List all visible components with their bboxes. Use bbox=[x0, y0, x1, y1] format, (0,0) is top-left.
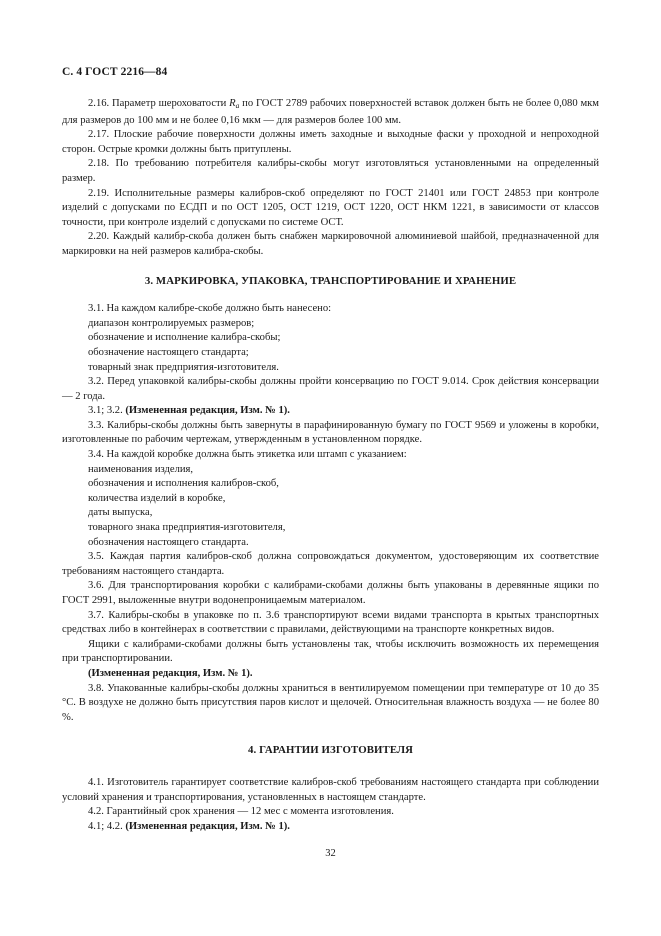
paragraph-3-5: 3.5. Каждая партия калибров-скоб должна сопровождаться документом, удостоверяющим их соответствие требованиям настоящего стандарта. bbox=[62, 551, 599, 577]
list-item: наименования изделия, bbox=[88, 463, 194, 475]
paragraph-4-1: 4.1. Изготовитель гарантирует соответствие калибров-скоб требованиям настоящего стандарта при соблюдении условий хранения и транспортирования, установленных в настоящем стандарте. bbox=[62, 776, 599, 803]
list-item: товарный знак предприятия-изготовителя. bbox=[88, 361, 279, 373]
paragraph-2-18: 2.18. По требованию потребителя калибры-скобы могут изготовляться установленными на определенный размер. bbox=[62, 158, 599, 184]
paragraph-3-6: 3.6. Для транспортирования коробки с калибрами-скобами должны быть упакованы в деревянные ящики по ГОСТ 2991, выложенные внутри водонепроницаемым материалом. bbox=[62, 580, 599, 606]
paragraph-2-16 bbox=[62, 97, 599, 128]
amendment-note-bold: (Измененная редакция, Изм. № 1). bbox=[125, 820, 290, 832]
paragraph-3-7-continued: Ящики с калибрами-скобами должны быть установлены так, чтобы исключить возможность их перемещения при транспортировании. bbox=[62, 638, 599, 665]
list-item: товарного знака предприятия-изготовителя, bbox=[88, 522, 286, 534]
paragraph-3-3: 3.3. Калибры-скобы должны быть завернуты в парафинированную бумагу по ГОСТ 9569 и уложены в коробки, изготовленные по рабочим чертежам, утвержденным в установленном порядке. bbox=[62, 419, 599, 446]
roughness-symbol bbox=[229, 98, 239, 109]
amendment-note-3-7: (Измененная редакция, Изм. № 1). bbox=[88, 667, 253, 679]
amendment-note-prefix: 4.1; 4.2. bbox=[88, 820, 126, 832]
amendment-note-prefix: 3.1; 3.2. bbox=[88, 405, 126, 417]
page-number: 32 bbox=[325, 848, 336, 859]
document-body bbox=[62, 97, 599, 834]
amendment-note-4-1-4-2 bbox=[62, 820, 599, 835]
list-item: даты выпуска, bbox=[88, 507, 153, 519]
roughness-symbol-sub: a bbox=[235, 101, 240, 110]
amendment-note-3-1-3-2 bbox=[62, 404, 599, 419]
paragraph-2-19: 2.19. Исполнительные размеры калибров-скоб определяют по ГОСТ 21401 или ГОСТ 24853 при контроле изделий с допусками по ЕСДП и по ОСТ 1205, ОСТ 1219, ОСТ 1220, ОСТ НКМ 1221, в зависимости от классов точности, при контроле изделий с допусками по системе ОСТ. bbox=[62, 187, 599, 228]
paragraph-2-16-text-b: по ГОСТ 2789 рабочих поверхностей вставок должен быть не более 0,080 мкм для размеров до 100 мм и не более 0,16 мкм — для размеров более 100 мм. bbox=[62, 98, 599, 126]
paragraph-4-2: 4.2. Гарантийный срок хранения — 12 мес с момента изготовления. bbox=[88, 806, 394, 818]
list-item: диапазон контролируемых размеров; bbox=[88, 317, 255, 329]
list-item: обозначение настоящего стандарта; bbox=[88, 346, 249, 358]
list-item: обозначения и исполнения калибров-скоб, bbox=[88, 478, 279, 490]
amendment-note-bold: (Измененная редакция, Изм. № 1). bbox=[125, 405, 290, 417]
paragraph-3-1: 3.1. На каждом калибре-скобе должно быть нанесено: bbox=[88, 303, 332, 315]
roughness-symbol-r: R bbox=[229, 98, 236, 109]
paragraph-2-17: 2.17. Плоские рабочие поверхности должны иметь заходные и выходные фаски у проходной и непроходной сторон. Острые кромки должны быть притуплены. bbox=[62, 129, 599, 155]
list-item: количества изделий в коробке, bbox=[88, 492, 226, 504]
page-header: С. 4 ГОСТ 2216—84 bbox=[62, 66, 168, 78]
section-3-title: 3. МАРКИРОВКА, УПАКОВКА, ТРАНСПОРТИРОВАНИЕ И ХРАНЕНИЕ bbox=[144, 274, 517, 287]
paragraph-3-8: 3.8. Упакованные калибры-скобы должны храниться в вентилируемом помещении при температуре от 10 до 35 °С. В воздухе не должно быть присутствия паров кислот и щелочей. Относительная влажность воздуха — не более 80 %. bbox=[62, 682, 599, 723]
paragraph-3-2: 3.2. Перед упаковкой калибры-скобы должны пройти консервацию по ГОСТ 9.014. Срок действия консервации — 2 года. bbox=[62, 376, 599, 402]
paragraph-3-7: 3.7. Калибры-скобы в упаковке по п. 3.6 транспортируют всеми видами транспорта в крытых транспортных средствах либо в контейнерах в соответствии с правилами, действующими на транспорте конкретных видов. bbox=[62, 609, 599, 636]
paragraph-2-16-text-a: 2.16. Параметр шероховатости bbox=[88, 98, 230, 109]
section-4-title: 4. ГАРАНТИИ ИЗГОТОВИТЕЛЯ bbox=[247, 744, 414, 757]
paragraph-3-4: 3.4. На каждой коробке должна быть этикетка или штамп с указанием: bbox=[88, 449, 407, 461]
paragraph-2-20: 2.20. Каждый калибр-скоба должен быть снабжен маркировочной алюминиевой шайбой, предназначенной для маркировки на ней размеров калибра-скобы. bbox=[62, 231, 599, 257]
list-item: обозначения настоящего стандарта. bbox=[88, 536, 249, 548]
list-item: обозначение и исполнение калибра-скобы; bbox=[88, 332, 281, 344]
